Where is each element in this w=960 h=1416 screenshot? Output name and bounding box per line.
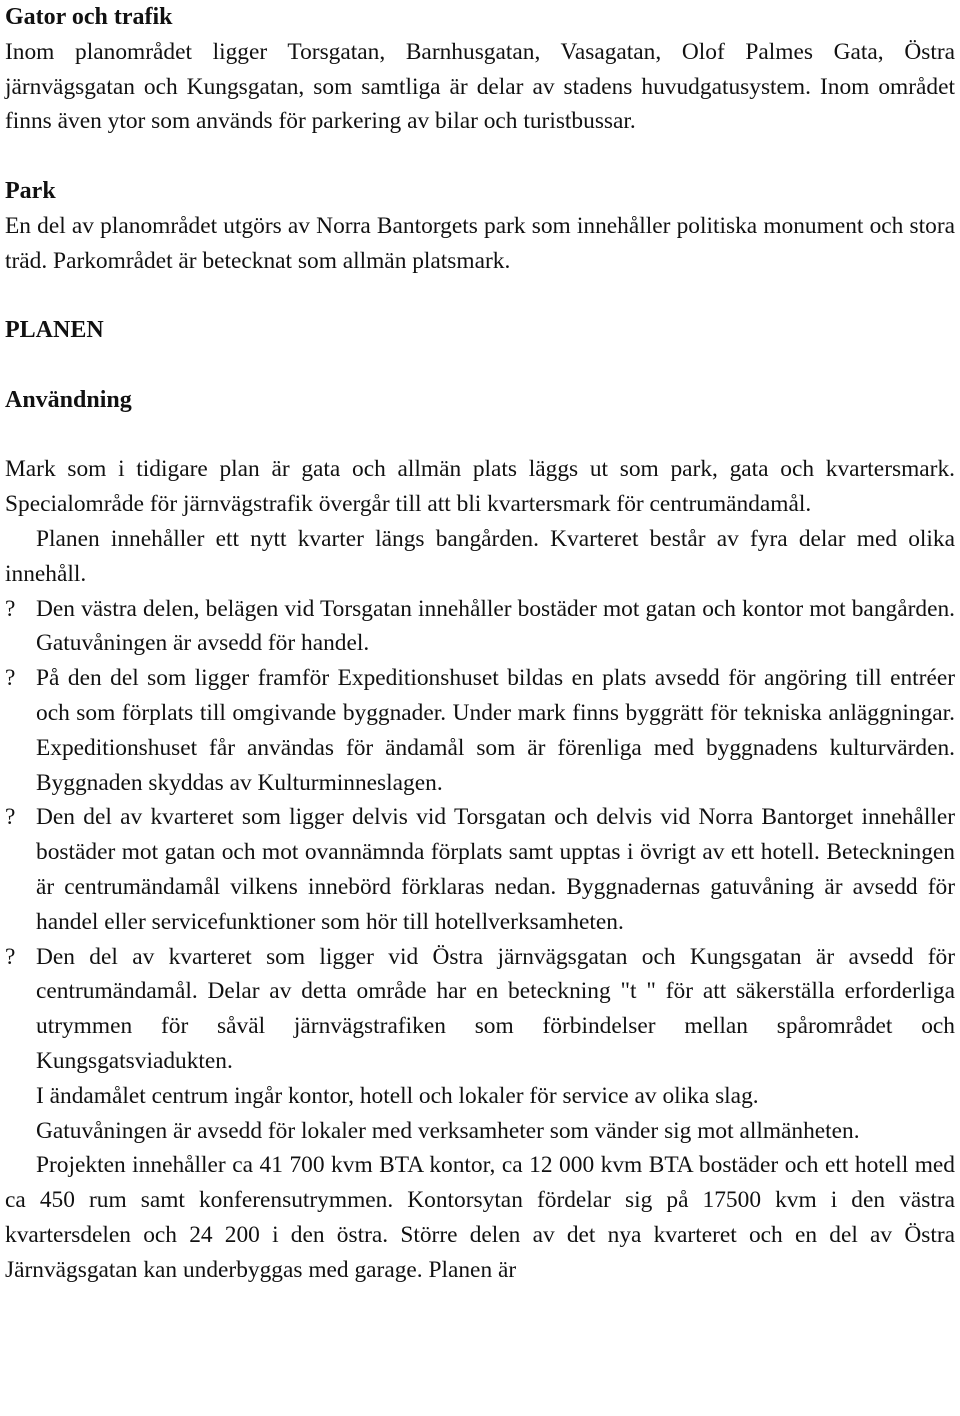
list-item <box>5 800 955 939</box>
list-item-text: Den del av kvarteret som ligger delvis vid Torsgatan och delvis vid Norra Bantorget innehåller bostäder mot gatan och mot ovannämnda förplats samt upptas i övrigt av ett hotell. Beteckningen är centrumändamål vilkens innebörd förklaras nedan. Byggnadernas gatuvåning är avsedd för handel eller servicefunktioner som hör till hotellverksamheten. <box>36 804 955 935</box>
heading-planen: PLANEN <box>5 317 104 344</box>
bullet-marker: ? <box>5 943 16 970</box>
spacer <box>5 418 955 453</box>
list-item-text: Den del av kvarteret som ligger vid Östra järnvägsgatan och Kungsgatan är avsedd för centrumändamål. Delar av detta område har en beteckning "t " för att säkerställa erforderliga utrymmen för såväl järnvägstrafiken som förbindelser mellan spårområdet och Kungsgatsviadukten. <box>36 943 955 1074</box>
spacer <box>5 278 955 313</box>
spacer <box>5 348 955 383</box>
paragraph-park: En del av planområdet utgörs av Norra Bantorgets park som innehåller politiska monument och stora träd. Parkområdet är betecknat som allmän platsmark. <box>5 212 955 274</box>
list-item <box>5 592 955 662</box>
heading-park: Park <box>5 177 56 204</box>
paragraph-kvarter: Planen innehåller ett nytt kvarter längs bangården. Kvarteret består av fyra delar med olika innehåll. <box>5 525 955 587</box>
paragraph-anvandning-intro: Mark som i tidigare plan är gata och allmän plats läggs ut som park, gata och kvartersmark. Specialområde för järnvägstrafik övergår till att bli kvartersmark för centrumändamål. <box>5 456 955 518</box>
bullet-marker: ? <box>5 804 16 831</box>
paragraph-gatuvaning: Gatuvåningen är avsedd för lokaler med verksamheter som vänder sig mot allmänheten. <box>36 1117 860 1144</box>
heading-gator-och-trafik: Gator och trafik <box>5 4 173 30</box>
spacer <box>5 139 955 174</box>
list-item <box>5 661 955 800</box>
paragraph-centrum: I ändamålet centrum ingår kontor, hotell och lokaler för service av olika slag. <box>36 1082 759 1109</box>
list-item <box>5 940 955 1079</box>
paragraph-projekten: Projekten innehåller ca 41 700 kvm BTA kontor, ca 12 000 kvm BTA bostäder och ett hotell med ca 450 rum samt konferensutrymmen. Kontorsytan fördelar sig på 17500 kvm i den västra kvartersdelen och 24 200 i den östra. Större delen av det nya kvarteret och en del av Östra Järnvägsgatan kan underbyggas med garage. Planen är <box>5 1152 955 1283</box>
list-item-text: På den del som ligger framför Expeditionshuset bildas en plats avsedd för angöring till entréer och som förplats till omgivande byggnader. Under mark finns byggrätt för tekniska anläggningar. Expeditionshuset får användas för ändamål som är förenliga med byggnadens kulturvärden. Byggnaden skyddas av Kulturminneslagen. <box>36 665 955 796</box>
paragraph-gator: Inom planområdet ligger Torsgatan, Barnhusgatan, Vasagatan, Olof Palmes Gata, Östra järnvägsgatan och Kungsgatan, som samtliga är delar av stadens huvudgatusystem. Inom området finns även ytor som används för parkering av bilar och turistbussar. <box>5 38 955 135</box>
bullet-marker: ? <box>5 595 16 622</box>
bullet-marker: ? <box>5 665 16 692</box>
list-item-text: Den västra delen, belägen vid Torsgatan innehåller bostäder mot gatan och kontor mot bangården. Gatuvåningen är avsedd för handel. <box>36 595 955 657</box>
heading-anvandning: Användning <box>5 386 132 413</box>
